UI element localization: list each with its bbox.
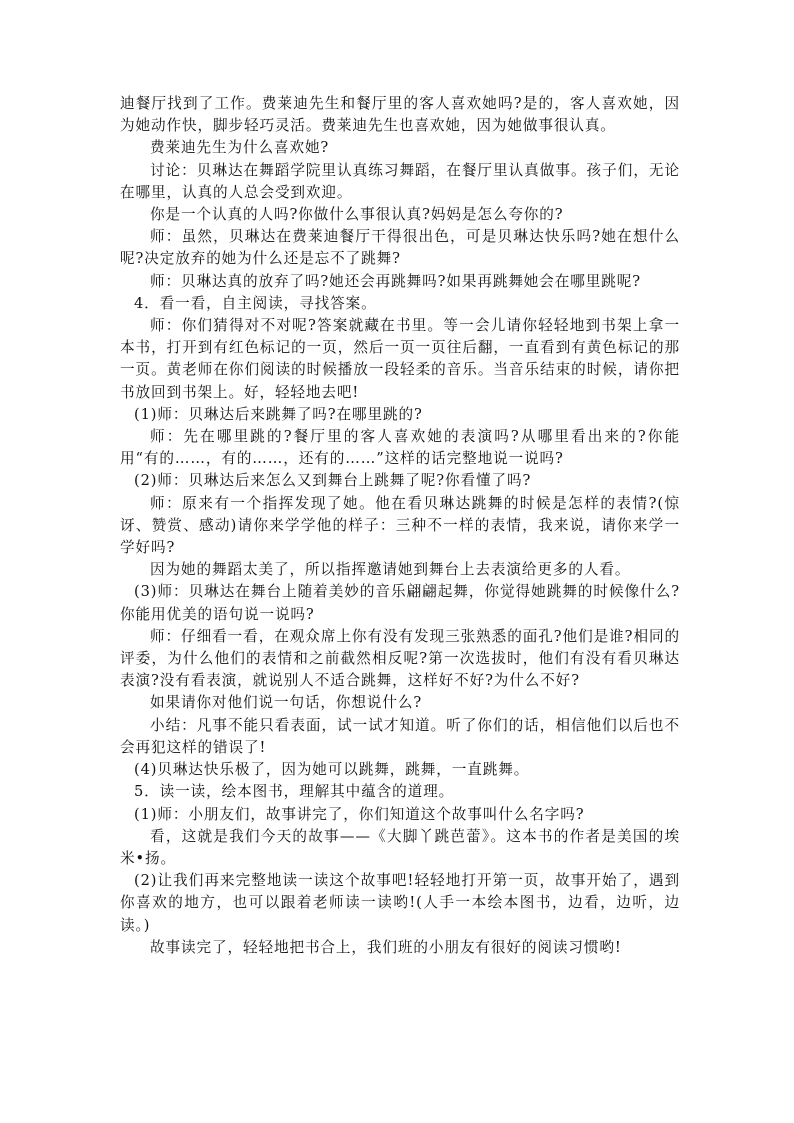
paragraph: 师：原来有一个指挥发现了她。他在看贝琳达跳舞的时候是怎样的表情?(惊讶、赞赏、感动)请你来学学他的样子：三种不一样的表情，我来说，请你来学一学好吗? — [120, 494, 680, 557]
paragraph: 师：你们猜得对不对呢?答案就藏在书里。等一会儿请你轻轻地到书架上拿一本书，打开到有红色标记的一页，然后一页一页往后翻，一直看到有黄色标记的那一页。黄老师在你们阅读的时候播放一段轻柔的音乐。当音乐结束的时候，请你把书放回到书架上。好，轻轻地去吧! — [120, 317, 680, 401]
paragraph: 师：先在哪里跳的?餐厅里的客人喜欢她的表演吗?从哪里看出来的?你能用“有的……，有的……，还有的……”这样的话完整地说一说吗? — [120, 428, 680, 468]
section-heading: 5．读一读，绘本图书，理解其中蕴含的道理。 — [134, 783, 455, 801]
paragraph: 师：贝琳达真的放弃了吗?她还会再跳舞吗?如果再跳舞她会在哪里跳呢? — [150, 272, 641, 290]
numbered-item: (1)师：小朋友们，故事讲完了，你们知道这个故事叫什么名字吗? — [134, 805, 585, 823]
paragraph: 因为她的舞蹈太美了，所以指挥邀请她到舞台上去表演给更多的人看。 — [150, 561, 631, 579]
paragraph: 迪餐厅找到了工作。费莱迪先生和餐厅里的客人喜欢她吗?是的，客人喜欢她，因为她动作快，脚步轻巧灵活。费莱迪先生也喜欢她，因为她做事很认真。 — [120, 95, 680, 135]
document-body — [120, 93, 680, 959]
paragraph: 讨论：贝琳达在舞蹈学院里认真练习舞蹈，在餐厅里认真做事。孩子们，无论在哪里，认真的人总会受到欢迎。 — [120, 161, 680, 201]
paragraph: 师：仔细看一看，在观众席上你有没有发现三张熟悉的面孔?他们是谁?相同的评委，为什么他们的表情和之前截然相反呢?第一次选拔时，他们有没有看贝琳达表演?没有看表演，就说别人不适合跳舞，这样好不好?为什么不好? — [120, 627, 680, 690]
paragraph: 故事读完了，轻轻地把书合上，我们班的小朋友有很好的阅读习惯哟! — [150, 938, 622, 956]
paragraph: 小结：凡事不能只看表面，试一试才知道。听了你们的话，相信他们以后也不会再犯这样的错误了! — [120, 716, 680, 756]
paragraph: 师：虽然，贝琳达在费莱迪餐厅干得很出色，可是贝琳达快乐吗?她在想什么呢?决定放弃的她为什么还是忘不了跳舞? — [120, 228, 680, 268]
paragraph: 你是一个认真的人吗?你做什么事很认真?妈妈是怎么夸你的? — [150, 206, 564, 224]
numbered-item: (2)让我们再来完整地读一读这个故事吧!轻轻地打开第一页，故事开始了，遇到你喜欢的地方，也可以跟着老师读一读哟!(人手一本绘本图书，边看，边听，边读。) — [120, 872, 680, 934]
numbered-item: (1)师：贝琳达后来跳舞了吗?在哪里跳的? — [134, 405, 423, 423]
paragraph: 如果请你对他们说一句话，你想说什么? — [150, 694, 423, 712]
paragraph: 费莱迪先生为什么喜欢她? — [150, 139, 330, 157]
numbered-item: (3)师：贝琳达在舞台上随着美妙的音乐翩翩起舞，你觉得她跳舞的时候像什么?你能用优美的语句说一说吗? — [120, 583, 680, 623]
numbered-item: (2)师：贝琳达后来怎么又到舞台上跳舞了呢?你看懂了吗? — [134, 472, 532, 490]
paragraph: 看，这就是我们今天的故事——《大脚丫跳芭蕾》。这本书的作者是美国的埃米•扬。 — [120, 827, 680, 867]
section-heading: 4．看一看，自主阅读，寻找答案。 — [134, 294, 377, 312]
numbered-item: (4)贝琳达快乐极了，因为她可以跳舞，跳舞，一直跳舞。 — [134, 761, 530, 779]
